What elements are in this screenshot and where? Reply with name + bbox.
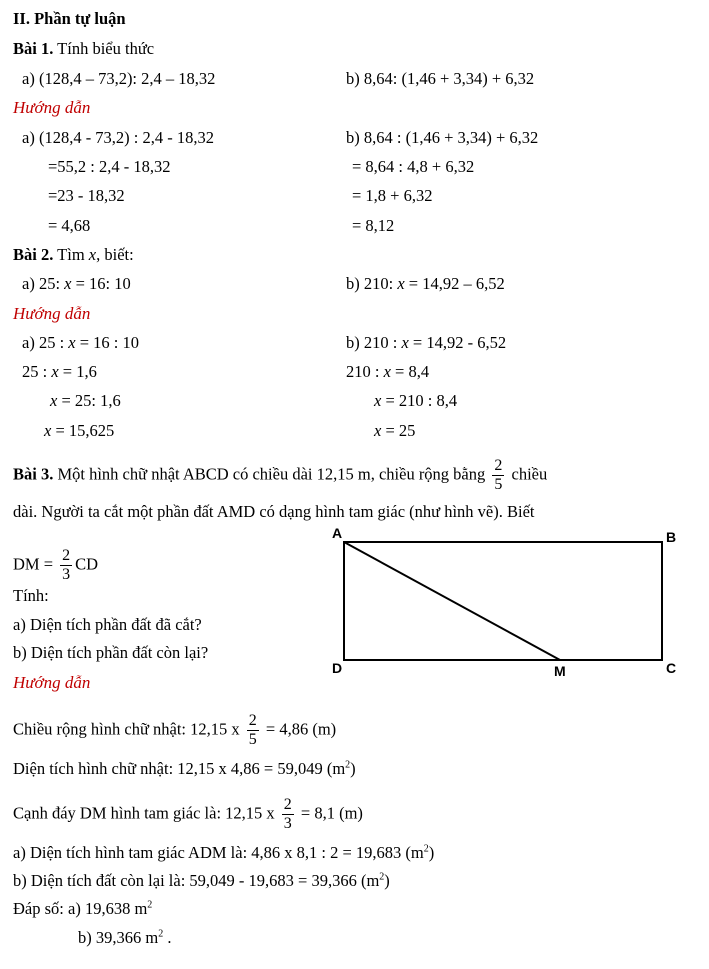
bai2-b [346, 274, 505, 294]
bai2-sol-a-2 [22, 362, 97, 382]
bai2-sol-a1-var: x [68, 333, 76, 352]
bai2-sol-b4-var: x [374, 421, 382, 440]
bai1-b: b) 8,64: (1,46 + 3,34) + 6,32 [346, 69, 535, 88]
bai2-sol-a4-var: x [44, 421, 52, 440]
bai2-a [22, 274, 131, 294]
bai2-a-post: = 16: 10 [75, 274, 131, 293]
bai1-heading [13, 39, 154, 59]
bai2-a-var: x [64, 274, 72, 293]
ans1-pre: Đáp số: a) 19,638 m [13, 899, 148, 918]
bai2-heading [13, 245, 134, 265]
bai2-label: Bài 2. [13, 245, 54, 264]
bai1-a: a) (128,4 – 73,2): 2,4 – 18,32 [22, 69, 216, 88]
bai1-sol-a-3: =23 - 18,32 [48, 186, 125, 205]
bai1-sol-b-1: b) 8,64 : (1,46 + 3,34) + 6,32 [346, 128, 539, 147]
bai2-sol-a1-pre: a) 25 : [22, 333, 65, 352]
bai3-question-b: b) Diện tích phần đất còn lại? [13, 643, 209, 662]
segment-am [344, 542, 560, 660]
point-b-label: B [666, 529, 677, 545]
bai2-sol-a2-post: = 1,6 [62, 362, 97, 381]
s3-num: 2 [283, 796, 292, 813]
bai2-b-post: = 14,92 – 6,52 [408, 274, 505, 293]
bai2-sol-a2-pre: 25 : [22, 362, 48, 381]
frac-num: 2 [494, 457, 503, 474]
bai2-sol-a4-text: = 15,625 [55, 421, 115, 440]
bai3-line1-pre: Một hình chữ nhật ABCD có chiều dài 12,15 m, chiều rộng bằng [57, 464, 486, 484]
bai3-dm [13, 547, 98, 584]
section-title: II. Phần tự luận [13, 9, 126, 28]
bai2-prompt-pre: Tìm [57, 245, 85, 264]
bai2-sol-b-3 [374, 391, 457, 411]
s5-pre: b) Diện tích đất còn lại là: 59,049 - 19,683 = 39,366 (m [13, 871, 380, 890]
dm-den: 3 [62, 566, 71, 583]
bai1-sol-b-3: = 1,8 + 6,32 [352, 186, 433, 205]
bai1-sol-a-2: =55,2 : 2,4 - 18,32 [48, 157, 171, 176]
bai2-sol-b-4 [374, 421, 415, 441]
bai2-sol-b2-post: = 8,4 [395, 362, 430, 381]
s1-pre: Chiều rộng hình chữ nhật: 12,15 x [13, 719, 240, 739]
s4-post: ) [428, 843, 435, 862]
bai2-sol-a1-post: = 16 : 10 [79, 333, 139, 352]
bai1-sol-a-4: = 4,68 [48, 216, 91, 235]
bai2-sol-b2-var: x [383, 362, 391, 381]
bai1-sol-a-1: a) (128,4 - 73,2) : 2,4 - 18,32 [22, 128, 215, 147]
bai2-sol-b4-text: = 25 [385, 421, 416, 440]
s1-post: = 4,86 (m) [265, 719, 337, 739]
dm-pre: DM = [13, 554, 54, 574]
bai2-sol-a-1 [22, 333, 139, 353]
rectangle-abcd [344, 542, 662, 660]
s3-post: = 8,1 (m) [300, 803, 363, 823]
dm-fraction [60, 547, 72, 584]
bai3-sol-1 [13, 712, 336, 749]
bai2-prompt-post: , biết: [96, 245, 134, 264]
bai3-sol-5 [13, 871, 390, 891]
s5-post: ) [384, 871, 390, 890]
bai3-answer-2 [78, 928, 171, 948]
s3-pre: Cạnh đáy DM hình tam giác là: 12,15 x [13, 803, 275, 823]
bai3-line1-post: chiều [511, 464, 548, 484]
bai1-sol-b-2: = 8,64 : 4,8 + 6,32 [352, 157, 475, 176]
s2-sup: 2 [345, 759, 351, 771]
bai3-line1 [13, 457, 547, 494]
bai2-sol-b1-var: x [401, 333, 409, 352]
s1-fraction [247, 712, 259, 749]
s2-pre: Diện tích hình chữ nhật: 12,15 x 4,86 = 59,049 (m [13, 759, 346, 778]
bai3-label: Bài 3. [13, 464, 54, 484]
point-c-label: C [666, 660, 677, 676]
bai2-sol-b-1 [346, 333, 506, 353]
s2-post: ) [350, 759, 356, 778]
bai2-b-var: x [397, 274, 405, 293]
bai1-guide: Hướng dẫn [13, 98, 91, 117]
bai2-sol-a3-text: = 25: 1,6 [61, 391, 121, 410]
ans1-sup: 2 [147, 899, 153, 911]
ans2-post: . [167, 928, 172, 947]
bai3-answer-1 [13, 899, 152, 919]
bai2-guide: Hướng dẫn [13, 304, 91, 323]
bai2-sol-b2-pre: 210 : [346, 362, 380, 381]
s4-sup: 2 [423, 843, 429, 855]
s3-fraction [282, 796, 294, 833]
rectangle-figure [320, 520, 700, 690]
dm-num: 2 [62, 547, 71, 564]
bai2-sol-a-3 [50, 391, 121, 411]
ans2-sup: 2 [158, 928, 164, 940]
s1-num: 2 [248, 712, 257, 729]
point-m-label: M [554, 663, 566, 679]
bai3-fraction-width [492, 457, 504, 494]
bai3-guide: Hướng dẫn [13, 673, 91, 692]
dm-post: CD [75, 554, 99, 574]
bai2-sol-b1-post: = 14,92 - 6,52 [412, 333, 507, 352]
bai2-a-pre: a) 25: [22, 274, 61, 293]
bai2-sol-a-4 [44, 421, 114, 441]
bai3-sol-3 [13, 796, 363, 833]
s4-pre: a) Diện tích hình tam giác ADM là: 4,86 x 8,1 : 2 = 19,683 (m [13, 843, 424, 862]
bai3-line2: dài. Người ta cắt một phần đất AMD có dạng hình tam giác (như hình vẽ). Biết [13, 502, 535, 521]
bai2-b-pre: b) 210: [346, 274, 394, 293]
bai2-sol-b-2 [346, 362, 429, 382]
bai1-sol-b-4: = 8,12 [352, 216, 395, 235]
s1-den: 5 [248, 731, 257, 748]
bai3-tinh: Tính: [13, 586, 49, 605]
bai2-sol-b3-text: = 210 : 8,4 [385, 391, 458, 410]
s5-sup: 2 [379, 871, 385, 883]
s3-den: 3 [283, 815, 292, 832]
bai2-sol-b1-pre: b) 210 : [346, 333, 398, 352]
bai3-sol-4 [13, 843, 434, 863]
point-d-label: D [332, 660, 343, 676]
frac-den: 5 [494, 476, 503, 493]
bai1-prompt: Tính biểu thức [57, 39, 155, 58]
bai2-sol-b3-var: x [374, 391, 382, 410]
bai2-sol-a2-var: x [51, 362, 59, 381]
bai1-label: Bài 1. [13, 39, 54, 58]
bai2-var: x [88, 245, 97, 264]
ans2-pre: b) 39,366 m [78, 928, 159, 947]
bai3-question-a: a) Diện tích phần đất đã cắt? [13, 615, 202, 634]
point-a-label: A [332, 525, 343, 541]
bai3-sol-2 [13, 759, 356, 779]
bai2-sol-a3-var: x [50, 391, 58, 410]
